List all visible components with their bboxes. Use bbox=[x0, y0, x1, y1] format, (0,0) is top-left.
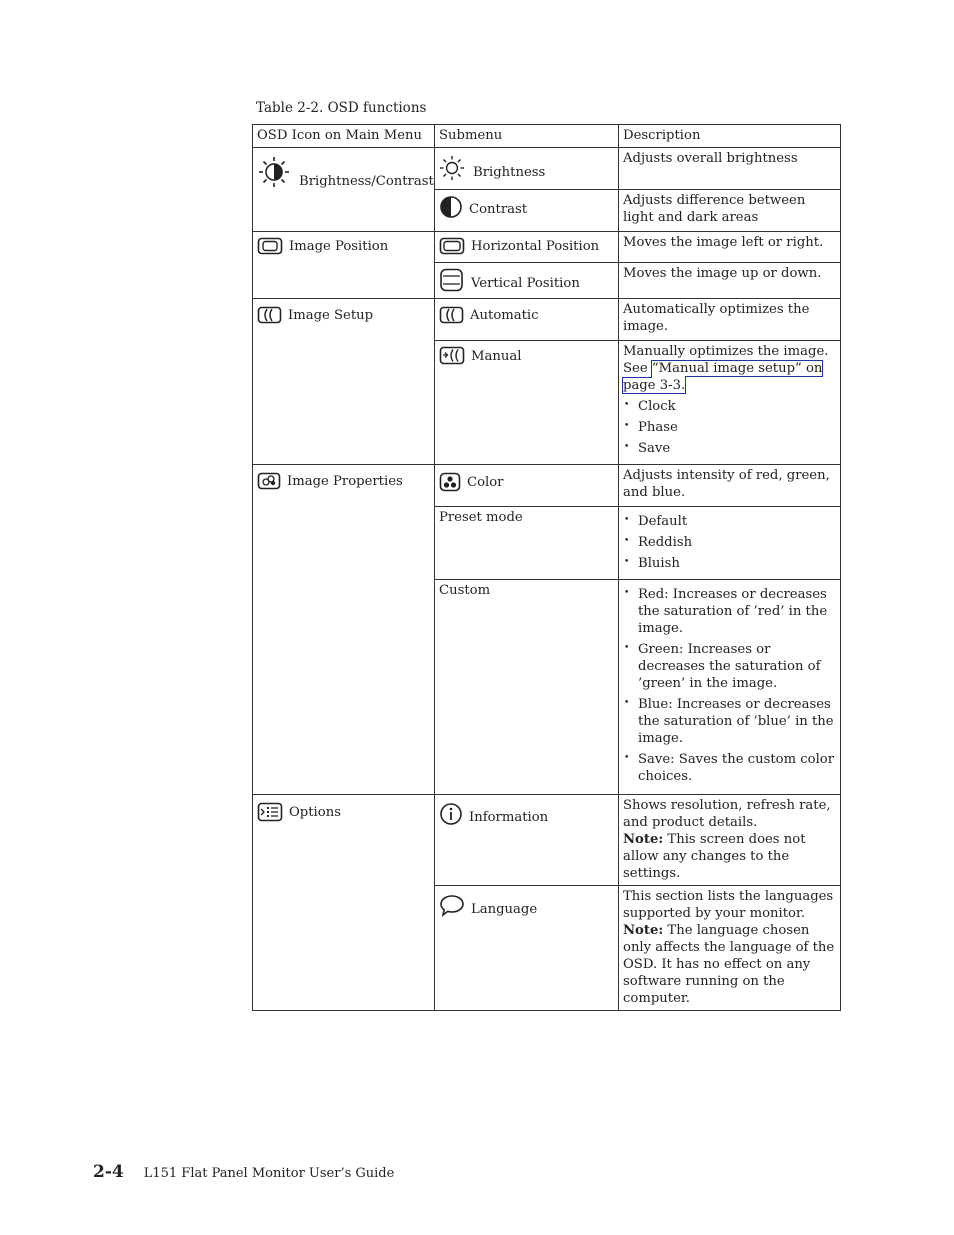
submenu-label: Automatic bbox=[470, 307, 539, 323]
description-color: Adjusts intensity of red, green, and blue. bbox=[619, 465, 841, 507]
description-custom bbox=[619, 580, 841, 795]
main-menu-image-setup bbox=[253, 299, 435, 465]
submenu-label: Horizontal Position bbox=[471, 238, 600, 254]
submenu-label: Information bbox=[469, 809, 549, 825]
list-item: • Reddish bbox=[623, 534, 837, 551]
description-brightness: Adjusts overall brightness bbox=[619, 148, 841, 190]
description-preset-mode bbox=[619, 507, 841, 580]
list-item: • Blue: Increases or decreases the saturation of ’blue’ in the image. bbox=[623, 696, 837, 747]
options-icon bbox=[257, 802, 283, 822]
image-position-icon bbox=[257, 237, 283, 255]
note-label: Note: bbox=[623, 832, 664, 847]
main-menu-brightness-contrast bbox=[253, 148, 435, 232]
submenu-automatic bbox=[435, 299, 619, 341]
table-row bbox=[253, 795, 841, 886]
horizontal-position-icon bbox=[439, 237, 465, 255]
description-contrast: Adjusts difference between light and dark areas bbox=[619, 190, 841, 232]
submenu-contrast bbox=[435, 190, 619, 232]
submenu-manual bbox=[435, 341, 619, 465]
submenu-preset-mode: Preset mode bbox=[435, 507, 619, 580]
preset-mode-list bbox=[623, 513, 837, 572]
list-item: • Save bbox=[623, 440, 837, 457]
submenu-label: Vertical Position bbox=[471, 276, 580, 291]
list-item: • Bluish bbox=[623, 555, 837, 572]
page-footer bbox=[93, 1162, 394, 1182]
image-setup-icon bbox=[257, 306, 282, 324]
main-menu-label: Brightness/Contrast bbox=[299, 173, 434, 189]
osd-functions-table bbox=[252, 124, 841, 1011]
manual-image-setup-link[interactable]: “Manual image setup” on page 3-3. bbox=[623, 361, 823, 393]
language-icon bbox=[439, 894, 465, 918]
submenu-label: Language bbox=[471, 902, 538, 917]
submenu-label: Contrast bbox=[469, 201, 528, 217]
image-properties-icon bbox=[257, 472, 281, 490]
description-automatic: Automatically optimizes the image. bbox=[619, 299, 841, 341]
main-menu-label: Image Setup bbox=[288, 307, 374, 323]
main-menu-image-position bbox=[253, 232, 435, 299]
list-item: • Green: Increases or decreases the saturation of ’green’ in the image. bbox=[623, 641, 837, 692]
description-language bbox=[619, 886, 841, 1011]
main-menu-label: Options bbox=[289, 804, 341, 820]
list-item: • Clock bbox=[623, 398, 837, 415]
information-note: This screen does not allow any changes to the settings. bbox=[623, 832, 806, 881]
custom-color-list bbox=[623, 586, 837, 785]
document-title: L151 Flat Panel Monitor User’s Guide bbox=[143, 1166, 395, 1181]
submenu-information bbox=[435, 795, 619, 886]
submenu-label: Color bbox=[467, 474, 504, 490]
manual-icon bbox=[439, 346, 465, 366]
description-information bbox=[619, 795, 841, 886]
submenu-vertical-position bbox=[435, 263, 619, 299]
main-menu-label: Image Properties bbox=[287, 473, 403, 489]
table-row bbox=[253, 232, 841, 263]
table-row bbox=[253, 299, 841, 341]
submenu-label: Manual bbox=[471, 348, 522, 364]
main-menu-image-properties bbox=[253, 465, 435, 795]
list-item: • Red: Increases or decreases the saturation of ’red’ in the image. bbox=[623, 586, 837, 637]
header-osd-icon: OSD Icon on Main Menu bbox=[253, 125, 435, 148]
table-row bbox=[253, 465, 841, 507]
submenu-language bbox=[435, 886, 619, 1011]
submenu-horizontal-position bbox=[435, 232, 619, 263]
table-row bbox=[253, 148, 841, 190]
list-item: • Phase bbox=[623, 419, 837, 436]
page-number: 2-4 bbox=[93, 1162, 124, 1182]
submenu-color bbox=[435, 465, 619, 507]
main-menu-options bbox=[253, 795, 435, 1011]
list-item: • Save: Saves the custom color choices. bbox=[623, 751, 837, 785]
automatic-icon bbox=[439, 306, 464, 324]
submenu-brightness bbox=[435, 148, 619, 190]
information-description: Shows resolution, refresh rate, and product details. bbox=[623, 798, 831, 830]
language-description: This section lists the languages supported by your monitor. bbox=[623, 889, 834, 921]
description-horizontal-position: Moves the image left or right. bbox=[619, 232, 841, 263]
vertical-position-icon bbox=[439, 268, 465, 292]
submenu-custom: Custom bbox=[435, 580, 619, 795]
description-manual bbox=[619, 341, 841, 465]
contrast-icon bbox=[439, 195, 463, 219]
brightness-contrast-icon bbox=[257, 155, 293, 191]
description-vertical-position: Moves the image up or down. bbox=[619, 263, 841, 299]
submenu-label: Brightness bbox=[473, 164, 546, 180]
language-note: The language chosen only affects the language of the OSD. It has no effect on any software running on the computer. bbox=[623, 923, 835, 1006]
information-icon bbox=[439, 802, 463, 826]
table-header-row bbox=[253, 125, 841, 148]
color-icon bbox=[439, 472, 461, 492]
note-label: Note: bbox=[623, 923, 664, 938]
header-description: Description bbox=[619, 125, 841, 148]
table-caption: Table 2-2. OSD functions bbox=[256, 100, 427, 116]
list-item: • Default bbox=[623, 513, 837, 530]
manual-options-list bbox=[623, 398, 837, 457]
main-menu-label: Image Position bbox=[289, 238, 389, 254]
manual-description: Manually optimizes the image. See bbox=[623, 344, 829, 376]
header-submenu: Submenu bbox=[435, 125, 619, 148]
brightness-icon bbox=[439, 155, 467, 181]
